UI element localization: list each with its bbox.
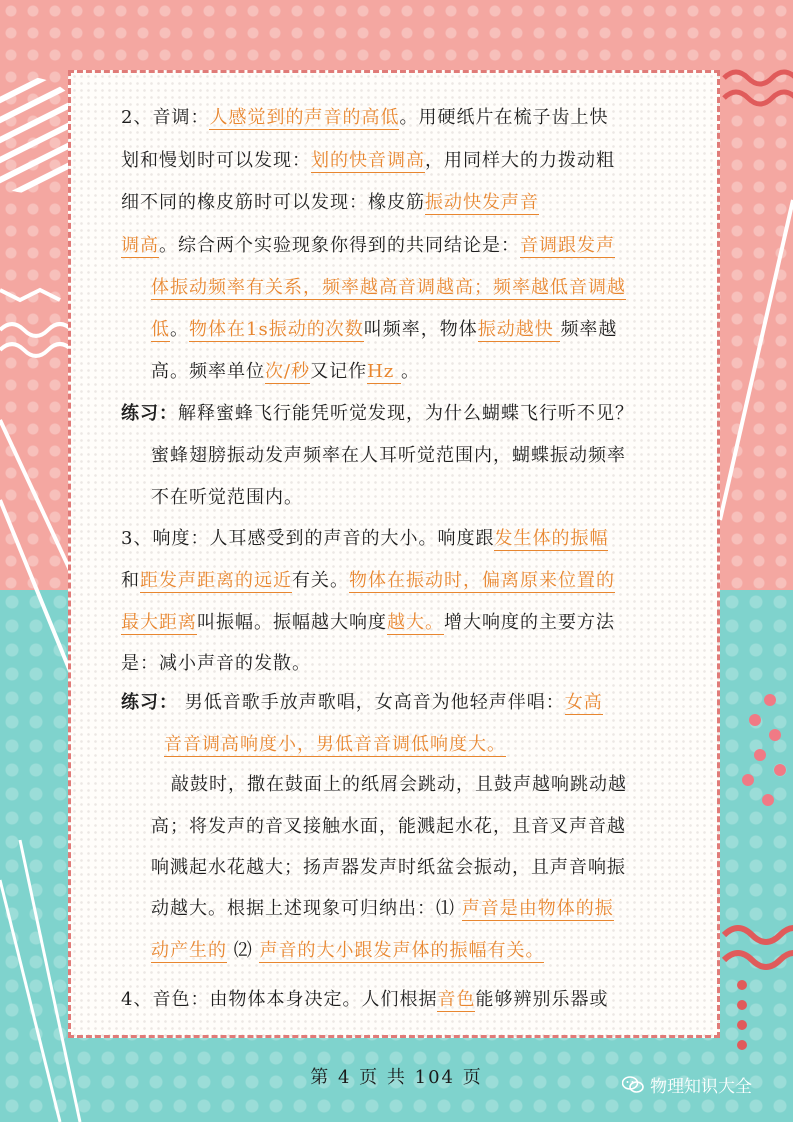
text: 2、音调： [121,107,210,128]
answer-text: 声音的大小跟发声体的振幅有关。 [259,940,545,961]
text-line-1 [121,105,608,131]
text: 。综合两个实验现象你得到的共同结论是： [159,235,520,256]
text: 解释蜜蜂飞行能凭听觉发现，为什么蝴蝶飞行听不见？ [178,403,634,424]
answer-text: Hz [367,361,401,382]
text: 蜜蜂翅膀振动发声频率在人耳听觉范围内，蝴蝶振动频率 [151,445,626,466]
answer-text: 物体在振动时，偏离原来位置的 [349,570,615,591]
text: 。用硬纸片在梳子齿上快 [399,107,609,128]
text-line-22 [121,987,608,1013]
answer-text: 越大。 [387,612,444,633]
text: 男低音歌手放声歌唱，女高音为他轻声伴唱： [178,692,565,713]
text-line-13 [121,610,615,636]
exercise-label: 练习： [121,403,178,424]
answer-text: 振动越快 [477,319,561,340]
answer-text: 振动快发声音 [425,192,539,213]
text: 又记作 [310,361,368,382]
answer-text: 音色 [437,989,476,1010]
text-line-7 [151,359,420,385]
text: 。 [400,361,420,382]
text: 高；将发声的音叉接触水面，能溅起水花，且音叉声音越 [151,816,626,837]
answer-text: 低 [151,319,170,340]
watermark [622,1072,752,1097]
content-card [68,70,720,1038]
text: ，用同样大的力拨动粗 [425,150,615,171]
answer-text: 动产生的 [151,940,227,961]
text-line-6 [151,317,617,343]
text: 叫频率，物体 [363,319,478,340]
text-line-3 [121,190,539,216]
text: 响溅起水花越大；扬声器发声时纸盆会振动，且声音响振 [151,857,626,878]
text-line-19 [151,855,626,881]
text-line-15 [121,690,603,716]
text: 敲鼓时，撒在鼓面上的纸屑会跳动，且鼓声越响跳动越 [171,774,627,795]
answer-text: 人感觉到的声音的高低 [209,107,400,128]
text-line-2 [121,148,615,174]
watermark-text: 物理知识大全 [650,1077,752,1097]
exercise-label: 练习： [121,692,178,713]
answer-text: 音调跟发声 [520,235,615,256]
text: 增大响度的主要方法 [444,612,615,633]
text: 频率越 [560,319,618,340]
text-line-17 [171,772,627,798]
answer-text: 最大距离 [121,612,197,633]
text: 划和慢划时可以发现： [121,150,311,171]
text-line-10 [151,485,303,511]
text-line-18 [151,814,626,840]
text: 4、音色：由物体本身决定。人们根据 [121,989,438,1010]
answer-text: 调高 [121,235,159,256]
text-line-5 [151,275,626,301]
answer-text: 发生体的振幅 [494,528,609,549]
text-line-12 [121,568,615,594]
text: 动越大。根据上述现象可归纳出：⑴ [151,898,462,919]
answer-text: 声音是由物体的振 [461,898,614,919]
text: 高。频率单位 [151,361,265,382]
answer-text: 物体在1s振动的次数 [189,319,364,340]
text-line-21 [151,938,544,964]
text: ⑵ [227,940,260,961]
answer-text: 女高 [564,692,603,713]
text-line-11 [121,526,608,552]
text: 3、响度：人耳感受到的声音的大小。响度跟 [121,528,495,549]
text-line-4 [121,233,615,259]
text: 。 [170,319,189,340]
text-line-20 [151,896,614,922]
text: 和 [121,570,140,591]
answer-text: 音音调高响度小，男低音音调低响度大。 [164,734,506,755]
wechat-icon [622,1076,644,1094]
text-line-8 [121,401,634,427]
text: 细不同的橡皮筋时可以发现：橡皮筋 [121,192,425,213]
answer-text: 次/秒 [265,361,311,382]
text: 是：减小声音的发散。 [121,653,311,674]
page-number: 第 4 页 共 104 页 [310,1067,483,1088]
text-line-16 [164,732,506,758]
text: 有关。 [292,570,349,591]
text: 叫振幅。振幅越大响度 [197,612,387,633]
answer-text: 划的快音调高 [311,150,425,171]
answer-text: 距发声距离的远近 [140,570,292,591]
text-line-14 [121,651,311,677]
answer-text: 体振动频率有关系，频率越高音调越高；频率越低音调越 [151,277,626,298]
text-line-9 [151,443,626,469]
text: 能够辨别乐器或 [475,989,609,1010]
text: 不在听觉范围内。 [151,487,303,508]
